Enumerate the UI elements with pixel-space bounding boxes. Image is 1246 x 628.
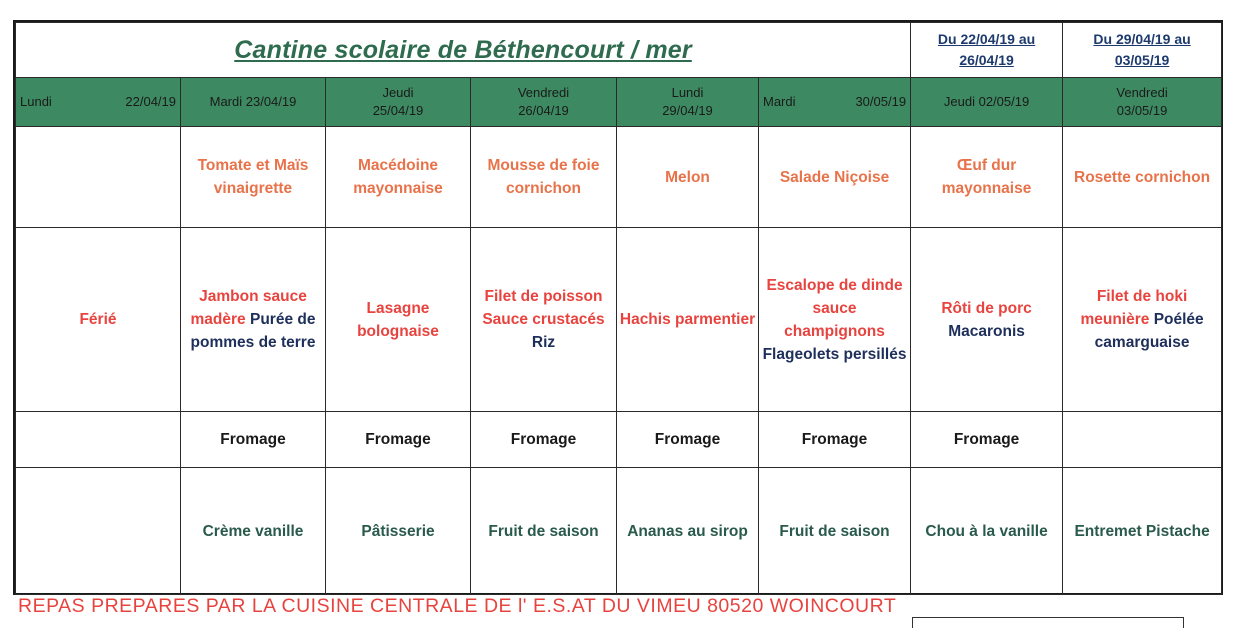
plat-main: Rôti de porc — [941, 299, 1032, 317]
plat-side: Poélée camarguaise — [1094, 311, 1204, 351]
entree-text: Mousse de foie cornichon — [487, 157, 600, 197]
plat-main: Filet de hoki meunière — [1080, 288, 1188, 328]
fromage-cell — [759, 412, 911, 468]
day-header-cell — [181, 78, 326, 127]
plat-row — [16, 228, 1222, 412]
day-name: Mardi — [763, 94, 796, 109]
fromage-text: Fromage — [365, 430, 431, 448]
plat-main: Escalope de dinde sauce champignons — [766, 276, 903, 340]
ferie-label: Férié — [79, 310, 117, 328]
day-label: Jeudi 02/05/19 — [943, 94, 1030, 109]
plat-text — [183, 285, 323, 354]
entree-text: Rosette cornichon — [1074, 168, 1211, 186]
day-date: 30/05/19 — [855, 94, 907, 109]
dessert-row — [16, 468, 1222, 595]
day-date: 03/05/19 — [1116, 103, 1168, 118]
fromage-row — [16, 412, 1222, 468]
day-header-row — [16, 78, 1222, 127]
entree-cell — [759, 127, 911, 228]
day-header-cell — [1063, 78, 1222, 127]
dessert-text: Chou à la vanille — [925, 522, 1048, 540]
day-label — [761, 93, 908, 111]
day-header-cell — [16, 78, 181, 127]
dessert-text: Entremet Pistache — [1074, 522, 1210, 540]
dessert-text: Fruit de saison — [779, 522, 890, 540]
plat-cell — [326, 228, 471, 412]
fromage-text: Fromage — [510, 430, 577, 448]
plat-cell — [617, 228, 759, 412]
plat-text — [473, 285, 614, 354]
entree-cell — [326, 127, 471, 228]
plat-text — [1065, 285, 1219, 354]
plat-cell — [471, 228, 617, 412]
plat-side: Macaronis — [948, 322, 1025, 340]
plat-cell — [181, 228, 326, 412]
entree-text: Tomate et Maïs vinaigrette — [197, 157, 309, 197]
day-date: 25/04/19 — [372, 103, 424, 118]
entree-cell — [471, 127, 617, 228]
plat-main: Jambon sauce madère — [190, 288, 307, 328]
fromage-text: Fromage — [220, 430, 286, 448]
fromage-text: Fromage — [801, 430, 868, 448]
fromage-cell — [911, 412, 1063, 468]
day-header-cell — [759, 78, 911, 127]
plat-main: Filet de poisson Sauce crustacés — [482, 288, 605, 328]
day-header-cell — [471, 78, 617, 127]
plat-cell — [759, 228, 911, 412]
plat-side: Flageolets persillés — [762, 345, 907, 363]
dessert-cell — [617, 468, 759, 595]
entree-text: Macédoine mayonnaise — [353, 157, 443, 197]
plat-text — [328, 297, 468, 343]
dessert-cell — [471, 468, 617, 595]
dessert-text: Pâtisserie — [361, 522, 435, 540]
day-date: 22/04/19 — [125, 94, 176, 109]
title-cell — [16, 23, 911, 78]
entree-cell — [617, 127, 759, 228]
day-header-cell — [326, 78, 471, 127]
plat-cell — [911, 228, 1063, 412]
fromage-cell — [181, 412, 326, 468]
day-header-cell — [911, 78, 1063, 127]
dessert-cell — [759, 468, 911, 595]
fromage-text: Fromage — [654, 430, 721, 448]
fromage-cell — [326, 412, 471, 468]
fromage-cell — [1063, 412, 1222, 468]
day-name: Vendredi — [1116, 85, 1168, 100]
day-date: 26/04/19 — [518, 103, 569, 118]
plat-main: Hachis parmentier — [619, 311, 756, 328]
day-name: Lundi — [671, 85, 704, 100]
entree-text: Melon — [665, 168, 710, 186]
plat-text — [761, 274, 908, 366]
fromage-cell — [471, 412, 617, 468]
fromage-text: Fromage — [953, 430, 1020, 448]
day-name: Jeudi — [382, 85, 414, 100]
fromage-cell — [617, 412, 759, 468]
dessert-cell — [1063, 468, 1222, 595]
day-label: Mardi 23/04/19 — [209, 94, 297, 109]
dessert-cell — [16, 468, 181, 595]
entree-text: Salade Niçoise — [779, 168, 890, 186]
entree-text: Œuf dur mayonnaise — [941, 157, 1032, 197]
menu-sheet — [13, 20, 1223, 595]
entree-cell — [16, 127, 181, 228]
dessert-text: Fruit de saison — [488, 522, 599, 540]
week2-range: Du 29/04/19 au 03/05/19 — [1063, 23, 1222, 78]
dessert-text: Crème vanille — [202, 522, 304, 540]
day-label — [18, 93, 178, 111]
plat-text — [619, 308, 756, 331]
day-header-cell — [617, 78, 759, 127]
plat-cell — [1063, 228, 1222, 412]
day-name: Lundi — [20, 94, 52, 109]
entree-row — [16, 127, 1222, 228]
menu-table — [15, 22, 1222, 595]
entree-cell — [911, 127, 1063, 228]
page-title: Cantine scolaire de Béthencourt / mer — [234, 35, 692, 64]
footer-note: REPAS PREPARES PAR LA CUISINE CENTRALE DE l' E.S.AT DU VIMEU 80520 WOINCOURT — [18, 595, 897, 617]
fromage-cell — [16, 412, 181, 468]
entree-cell — [181, 127, 326, 228]
entree-cell — [1063, 127, 1222, 228]
day-date: 29/04/19 — [662, 103, 713, 118]
plat-side: Riz — [531, 334, 556, 351]
ferie-cell — [16, 228, 181, 412]
dessert-text: Ananas au sirop — [627, 522, 748, 540]
week1-range: Du 22/04/19 au 26/04/19 — [911, 23, 1063, 78]
dessert-cell — [181, 468, 326, 595]
day-name: Vendredi — [517, 85, 570, 100]
plat-side: Purée de pommes de terre — [190, 311, 316, 351]
plat-text — [913, 297, 1060, 343]
dessert-cell — [911, 468, 1063, 595]
dessert-cell — [326, 468, 471, 595]
plat-main: Lasagne bolognaise — [357, 299, 439, 340]
